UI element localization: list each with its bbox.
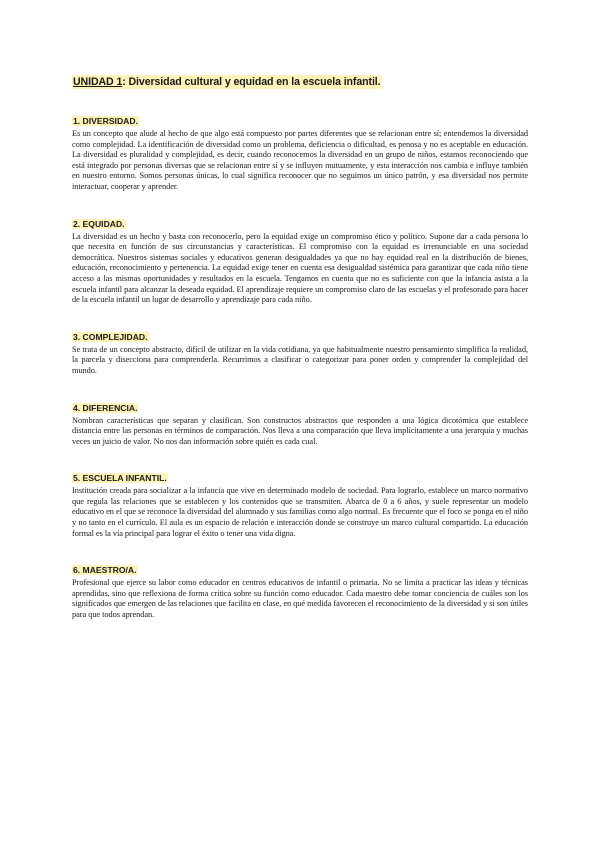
section-diversidad bbox=[72, 116, 528, 193]
section-heading bbox=[72, 473, 528, 483]
section-maestro bbox=[72, 565, 528, 620]
document-title bbox=[72, 75, 381, 89]
section-diferencia bbox=[72, 403, 528, 448]
section-heading bbox=[72, 332, 528, 342]
section-complejidad bbox=[72, 332, 528, 377]
section-body: Es un concepto que alude al hecho de que algo está compuesto por partes diferentes que se relacionan entre sí; entendemos la diversidad como complejidad. La identificación de diversidad como un problema, deficiencia o dificultad, es penosa y no es aceptable en educación. La diversidad es pluralidad y complejidad, es decir, cuando reconocemos la diversidad en un grupo de niños, estamos reconociendo que está integrado por personas diversas que se relacionan entre sí y se influyen mutuamente, y esta interacción nos cambia e influye también en nuestro entorno. Somos personas únicas, lo cual significa reconocer que no seguimos un único patrón, y esa diversidad nos permite interactuar, cooperar y aprender. bbox=[72, 129, 528, 191]
section-heading bbox=[72, 403, 528, 413]
section-body: Nombran características que separan y clasifican. Son constructos abstractos que responden a una lógica dicotómica que establece distancia entre las personas en términos de comparación. Nos lleva a una comparación que lleva implícitamente a una jerarquía y muchas veces un juicio de valor. No nos dan información sobre quién es cada cual. bbox=[72, 415, 528, 446]
section-heading bbox=[72, 565, 528, 575]
section-body: Profesional que ejerce su labor como educador en centros educativos de infantil o primaria. No se limita a practicar las ideas y técnicas aprendidas, sino que reflexiona de forma crítica sobre su función como educador. Cada maestro debe tomar conciencia de cuáles son los significados que emergen de las relaciones que facilita en clase, en qué medida favorecen el reconocimiento de la diversidad y si son útiles para que todos aprendan. bbox=[72, 578, 528, 620]
document-title-text: : Diversidad cultural y equidad en la escuela infantil. bbox=[122, 76, 381, 88]
section-escuela-infantil bbox=[72, 473, 528, 539]
section-heading-text: 5. ESCUELA INFANTIL. bbox=[73, 473, 167, 484]
section-heading bbox=[72, 116, 528, 126]
section-heading-text: 1. DIVERSIDAD. bbox=[73, 116, 138, 126]
section-heading-text: 6. MAESTRO/A. bbox=[73, 565, 137, 576]
document-title-unit: UNIDAD 1 bbox=[73, 76, 123, 88]
section-body: La diversidad es un hecho y basta con reconocerlo, pero la equidad exige un compromiso ético y político. Supone dar a cada persona lo que necesita en función de sus circunstancias y características. El compromiso con la equidad es irrenunciable en una sociedad democrática. Nuestros sistemas sociales y educativos generan desigualdades ya que no hay equidad real en la distribución de bienes, educación, reconocimiento y pertenencia. La equidad exige tener en cuenta esa desigualdad sistémica para garantizar que cada niño tiene acceso a las mismas oportunidades y resultados en la escuela. Tengamos en cuenta que no es suficiente con que la infancia asista a la escuela infantil para alcanzar la deseada equidad. El aprendizaje requiere un compromiso claro de las escuelas y el profesorado para hacer de la escuela infantil un lugar de desarrollo y aprendizaje para cada niño. bbox=[72, 231, 528, 305]
section-heading-text: 3. COMPLEJIDAD. bbox=[73, 331, 148, 342]
section-heading-text: 4. DIFERENCIA. bbox=[73, 402, 138, 413]
section-heading-text: 2. EQUIDAD. bbox=[73, 218, 125, 229]
section-body: Institución creada para socializar a la infancia que vive en determinado modelo de sociedad. Para lograrlo, establece un marco normativo que regula las relaciones que se establecen y los contenidos que se transmiten. Abarca de 0 a 6 años, y suele representar un modelo educativo en el que se reconoce la diversidad del alumnado y sus familias como algo normal. Es frecuente que el foco se ponga en el niño y no tanto en el currículo. El aula es un espacio de relación e interacción donde se construye un marco cultural compartido. La educación formal es la vía principal para lograr el éxito o tener una vida digna. bbox=[72, 486, 528, 538]
section-equidad bbox=[72, 219, 528, 306]
title-row bbox=[72, 72, 528, 86]
section-body: Se trata de un concepto abstracto, difícil de utilizar en la vida cotidiana, ya que habitualmente nuestro pensamiento simplifica la realidad, la parcela y disecciona para comprenderla. Recurrimos a clasificar o categorizar para poner orden y comprender la complejidad del mundo. bbox=[72, 344, 528, 375]
section-heading bbox=[72, 219, 528, 229]
